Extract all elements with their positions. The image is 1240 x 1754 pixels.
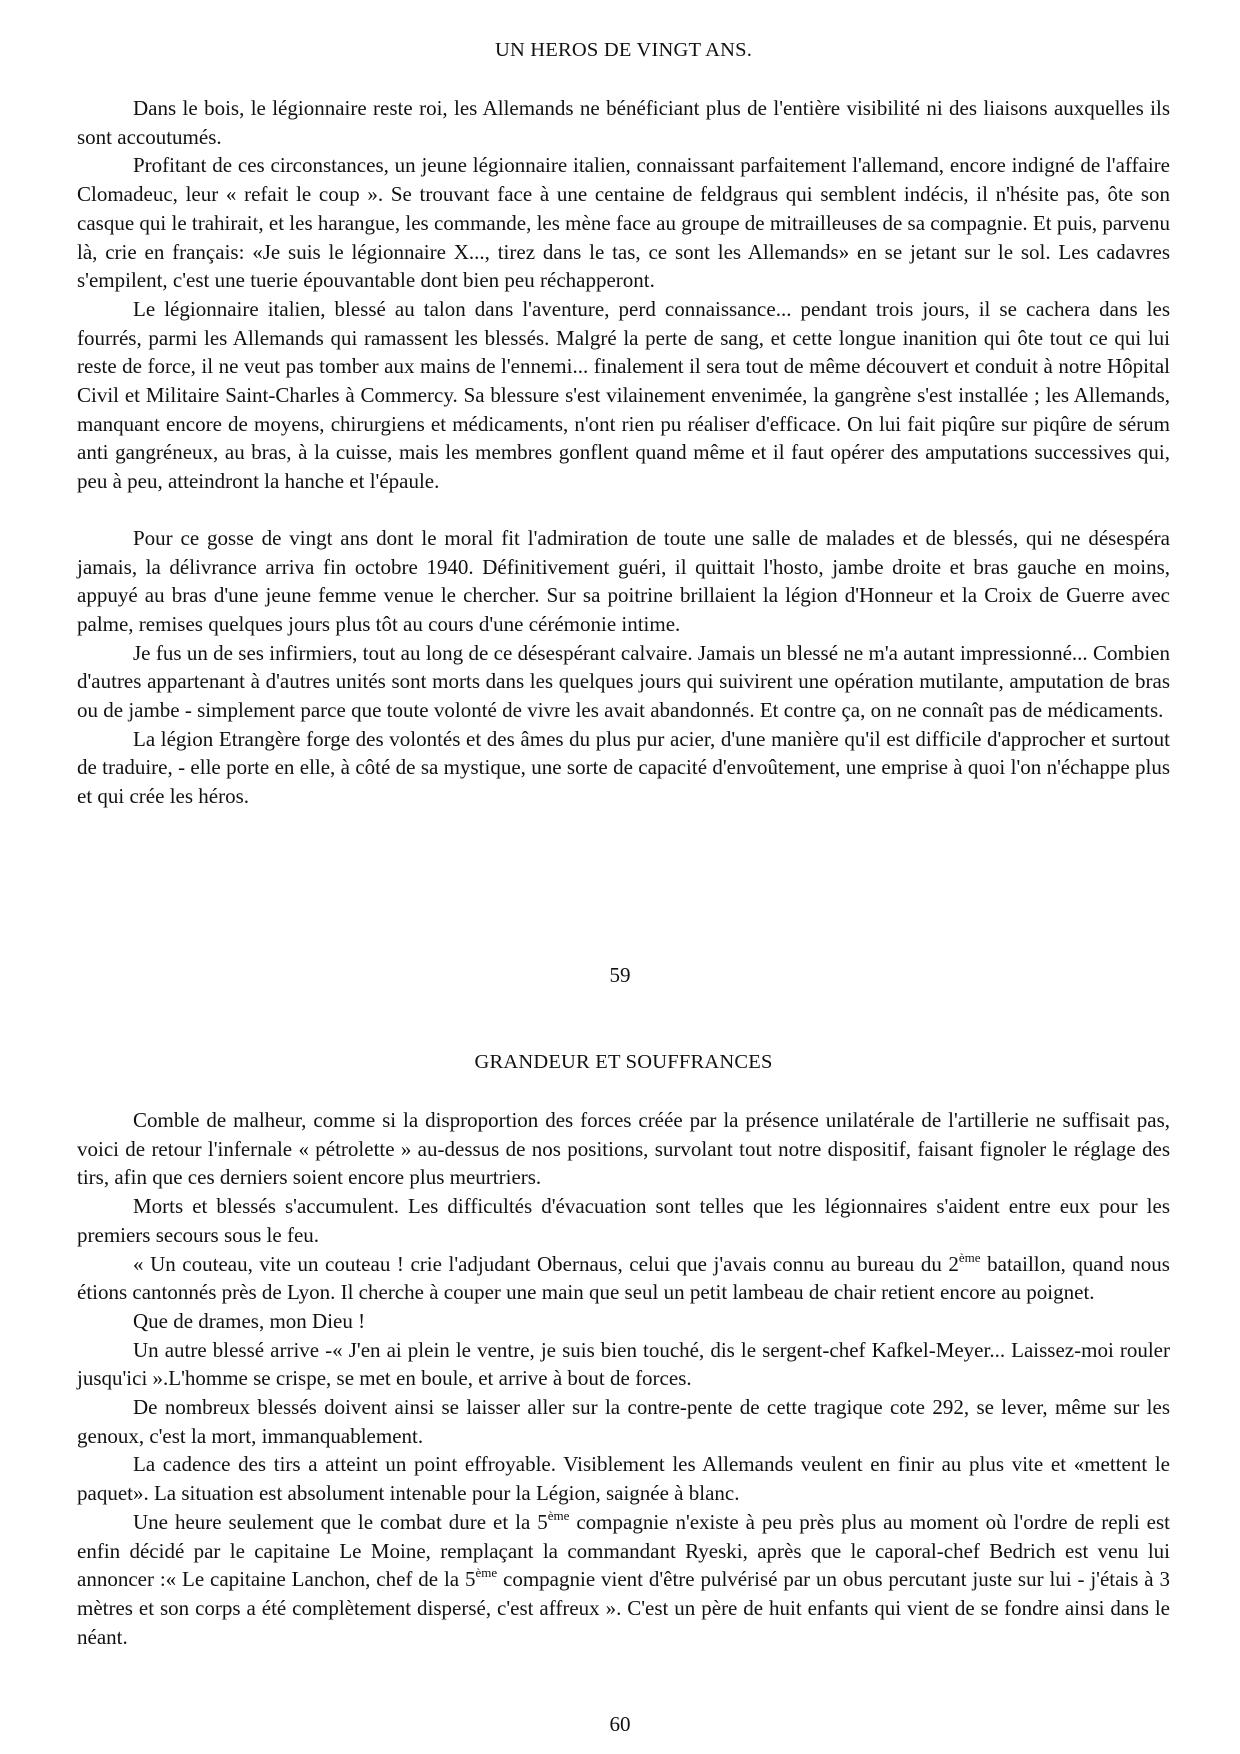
paragraph [77, 1250, 1170, 1307]
paragraph: La légion Etrangère forge des volontés et des âmes du plus pur acier, d'une manière qu'il est difficile d'approcher et surtout de traduire, - elle porte en elle, à côté de sa mystique, une sorte de capacité d'envoûtement, une emprise à quoi l'on n'échappe plus et qui crée les héros. [77, 726, 1170, 809]
paragraph: Que de drames, mon Dieu ! [133, 1308, 366, 1333]
paragraph: Profitant de ces circonstances, un jeune légionnaire italien, connaissant parfaitement l'allemand, encore indigné de l'affaire Clomadeuc, leur « refait le coup ». Se trouvant face à une centaine de feldgraus qui semblent indécis, il n'hésite pas, ôte son casque qui le trahirait, et les harangue, les commande, les mène face au groupe de mitrailleuses de sa compagnie. Et puis, parvenu là, crie en français: «Je suis le légionnaire X..., tirez dans le tas, ce sont les Allemands» en se jetant sur le sol. Les cadavres s'empilent, c'est une tuerie épouvantable dont bien peu réchapperont. [77, 153, 1170, 293]
paragraph: Dans le bois, le légionnaire reste roi, les Allemands ne bénéficiant plus de l'entière visibilité ni des liaisons auxquelles ils sont accoutumés. [77, 96, 1170, 149]
text-run: compagnie n'existe à peu près plus au moment où l'ordre de repli est enfin décidé par le capitaine Le Moine, remplaçant la commandant Ryeski, après que le caporal-chef Bedrich est venu lui annoncer :« Le capitaine Lanchon, chef de la 5 [77, 1509, 1171, 1592]
text-run: bataillon, quand nous étions cantonnés près de Lyon. Il cherche à couper une main que seul un petit lambeau de chair retient encore au poignet. [77, 1251, 1170, 1305]
paragraph: Comble de malheur, comme si la disproportion des forces créée par la présence unilatérale de l'artillerie ne suffisait pas, voici de retour l'infernale « pétrolette » au-dessus de nos positions, survolant tout notre dispositif, faisant fignoler le réglage des tirs, afin que ces derniers soient encore plus meurtriers. [77, 1108, 1170, 1190]
page-number: 60 [609, 1712, 631, 1736]
section-title: GRANDEUR ET SOUFFRANCES [474, 1051, 773, 1073]
paragraph: Un autre blessé arrive -« J'en ai plein le ventre, je suis bien touché, dis le sergent-chef Kafkel-Meyer... Laissez-moi rouler jusqu'ici ».L'homme se crispe, se met en boule, et arrive à bout de forces. [77, 1337, 1170, 1391]
text-run: Une heure seulement que le combat dure et la 5 [133, 1509, 548, 1534]
paragraph: Morts et blessés s'accumulent. Les difficultés d'évacuation sont telles que les légionnaires s'aident entre eux pour les premiers secours sous le feu. [77, 1194, 1170, 1247]
page-number: 59 [609, 963, 631, 987]
paragraph [77, 1508, 1170, 1652]
section-heros [77, 36, 1170, 811]
paragraph: La cadence des tirs a atteint un point effroyable. Visiblement les Allemands veulent en finir au plus vite et «mettent le paquet». La situation est absolument intenable pour la Légion, saignée à blanc. [77, 1452, 1170, 1506]
paragraph: De nombreux blessés doivent ainsi se laisser aller sur la contre-pente de cette tragique cote 292, se lever, même sur les genoux, c'est la mort, immanquablement. [77, 1395, 1170, 1448]
text-run: « Un couteau, vite un couteau ! crie l'adjudant Obernaus, celui que j'avais connu au bureau du 2 [133, 1251, 959, 1276]
section-grandeur [77, 1048, 1170, 1651]
paragraph: Je fus un de ses infirmiers, tout au long de ce désespérant calvaire. Jamais un blessé ne m'a autant impressionné... Combien d'autres appartenant à d'autres unités sont morts dans les quelques jours qui suivirent une opération mutilante, amputation de bras ou de jambe - simplement parce que toute volonté de vivre les avait abandonnés. Et contre ça, on ne connaît pas de médicaments. [77, 640, 1170, 723]
paragraph: Pour ce gosse de vingt ans dont le moral fit l'admiration de toute une salle de malades et de blessés, qui ne désespéra jamais, la délivrance arriva fin octobre 1940. Définitivement guéri, il quittait l'hosto, jambe droite et bras gauche en moins, appuyé au bras d'une jeune femme venue le chercher. Sur sa poitrine brillaient la légion d'Honneur et la Croix de Guerre avec palme, remises quelques jours plus tôt au cours d'une cérémonie intime. [77, 525, 1170, 636]
superscript: ème [475, 1565, 498, 1581]
superscript: ème [547, 1507, 570, 1523]
section-title: UN HEROS DE VINGT ANS. [494, 39, 753, 61]
paragraph: Le légionnaire italien, blessé au talon dans l'aventure, perd connaissance... pendant trois jours, il se cachera dans les fourrés, parmi les Allemands qui ramassent les blessés. Malgré la perte de sang, et cette longue inanition qui ôte tout ce qui lui reste de force, il ne veut pas tomber aux mains de l'ennemi... finalement il sera tout de même découvert et conduit à notre Hôpital Civil et Militaire Saint-Charles à Commercy. Sa blessure s'est vilainement envenimée, la gangrène s'est installée ; les Allemands, manquant encore de moyens, chirurgiens et médicaments, n'ont rien pu réaliser d'efficace. On lui fait piqûre sur piqûre de sérum anti gangréneux, au bras, à la cuisse, mais les membres gonflent quand même et il faut opérer des amputations successives qui, peu à peu, atteindront la hanche et l'épaule. [77, 296, 1170, 494]
text-run: compagnie vient d'être pulvérisé par un obus percutant juste sur lui - j'étais à 3 mètres et son corps a été complètement dispersé, c'est affreux ». C'est un père de huit enfants qui vient de se fondre ainsi dans le néant. [77, 1567, 1170, 1649]
superscript: ème [958, 1249, 981, 1265]
